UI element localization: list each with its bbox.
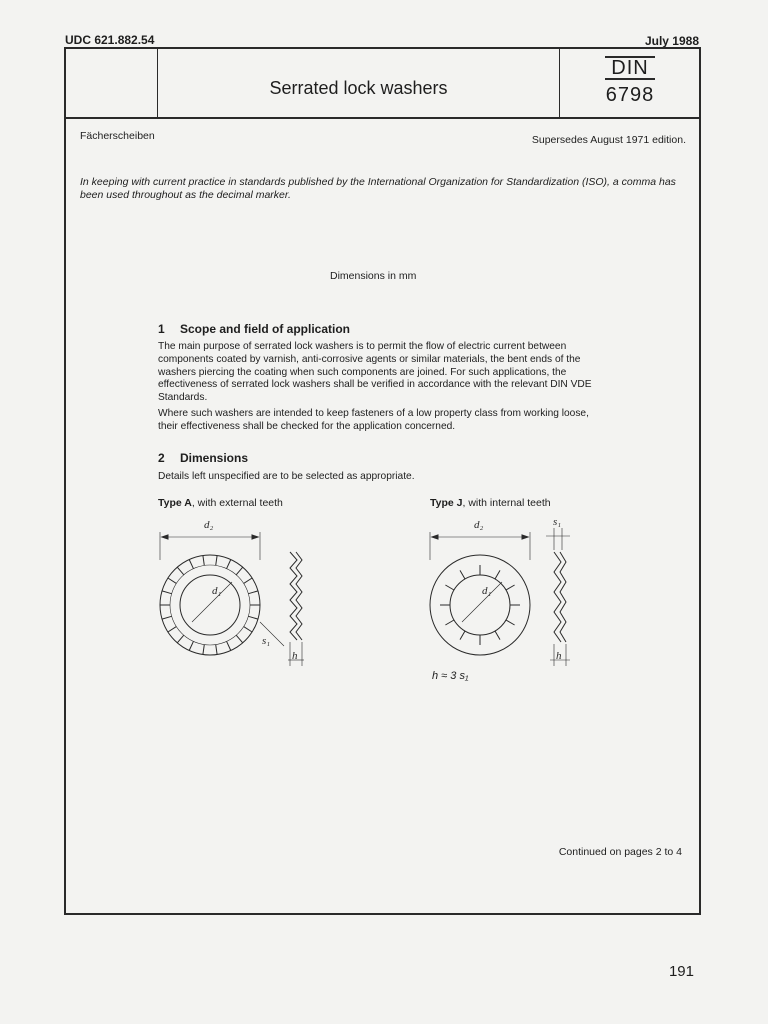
din-designation (560, 56, 700, 107)
type-a-s1-label: s₁ (262, 635, 271, 647)
section-2-number: 2 (158, 451, 165, 465)
washer-tooth (162, 591, 172, 594)
section-1-title: Scope and field of application (180, 322, 351, 336)
udc-code: UDC 621.882.54 (65, 33, 155, 47)
washer-tooth (189, 560, 193, 569)
washer-tooth (227, 641, 231, 650)
din-number: 6798 (605, 84, 655, 106)
section-2-heading (158, 451, 248, 465)
washer-tooth (506, 585, 515, 590)
washer-tooth (445, 585, 454, 590)
section-1-paragraph-1: The main purpose of serrated lock washers is to permit the flow of electric current between components coated by varnish, anti-corrosive agents or similar materials, the bent ends of the washers piercing the coating when such components are joined. For such applications, the effectiveness of serrated lock washers shall be verified in accordance with the relevant DIN VDE Standards. (158, 341, 592, 404)
washer-tooth (162, 616, 172, 619)
document-title: Serrated lock washers (269, 78, 448, 98)
decimal-marker-note: In keeping with current practice in standards published by the International Organization for Standardization (ISO), a comma has been used throughout as the decimal marker. (80, 176, 676, 201)
type-a-h-label: h (292, 650, 298, 662)
publication-date: July 1988 (644, 34, 699, 48)
washer-tooth (216, 645, 217, 655)
section-2-paragraph: Details left unspecified are to be selected as appropriate. (158, 471, 415, 482)
type-j-label: Type J (430, 497, 463, 509)
washer-tooth (495, 570, 500, 579)
page-number: 191 (668, 963, 694, 980)
type-a-washer-drawing (160, 532, 304, 666)
german-title: Fächerscheiben (80, 130, 155, 142)
washer-tooth (495, 631, 500, 640)
washer-tooth (203, 556, 204, 566)
washer-tooth (168, 627, 176, 632)
din-mark: DIN (605, 56, 654, 80)
washer-tooth (236, 567, 243, 575)
washer-tooth (460, 631, 465, 640)
continued-note: Continued on pages 2 to 4 (558, 846, 682, 858)
section-1-heading (158, 322, 350, 336)
washer-tooth (236, 635, 243, 643)
type-j-d1-label: d₁ (482, 585, 492, 597)
washer-tooth (244, 627, 252, 632)
type-j-h-label: h (556, 650, 562, 662)
washer-drawings (150, 510, 590, 670)
washer-tooth (189, 641, 193, 650)
dimensions-note: Dimensions in mm (330, 270, 417, 282)
section-1-paragraph-2: Where such washers are intended to keep fasteners of a low property class from working loose, their effectiveness shall be checked for the application concerned. (158, 408, 589, 432)
type-a-d1-label: d₁ (212, 585, 222, 597)
supersedes-note: Supersedes August 1971 edition. (531, 134, 686, 146)
washer-tooth (168, 578, 176, 583)
type-a-description: , with external teeth (191, 497, 283, 509)
washer-tooth (460, 570, 465, 579)
section-2-title: Dimensions (180, 451, 249, 465)
washer-tooth (227, 560, 231, 569)
type-j-s1-label: s₁ (553, 516, 562, 528)
type-j-washer-drawing (430, 528, 570, 666)
washer-tooth (248, 591, 258, 594)
washer-tooth (248, 616, 258, 619)
section-1-number: 1 (158, 322, 165, 336)
washer-tooth (177, 635, 184, 643)
washer-tooth (203, 645, 204, 655)
type-a-d2-label: d₂ (204, 519, 214, 531)
washer-tooth (244, 578, 252, 583)
washer-tooth (445, 620, 454, 625)
type-j-description: , with internal teeth (462, 497, 551, 509)
type-a-label: Type A (158, 497, 192, 509)
washer-tooth (216, 556, 217, 566)
height-formula: h ≈ 3 s₁ (432, 670, 469, 682)
washer-tooth (506, 620, 515, 625)
type-a-caption (158, 497, 283, 509)
type-j-caption (430, 497, 551, 509)
washer-tooth (177, 567, 184, 575)
type-j-d2-label: d₂ (474, 519, 484, 531)
